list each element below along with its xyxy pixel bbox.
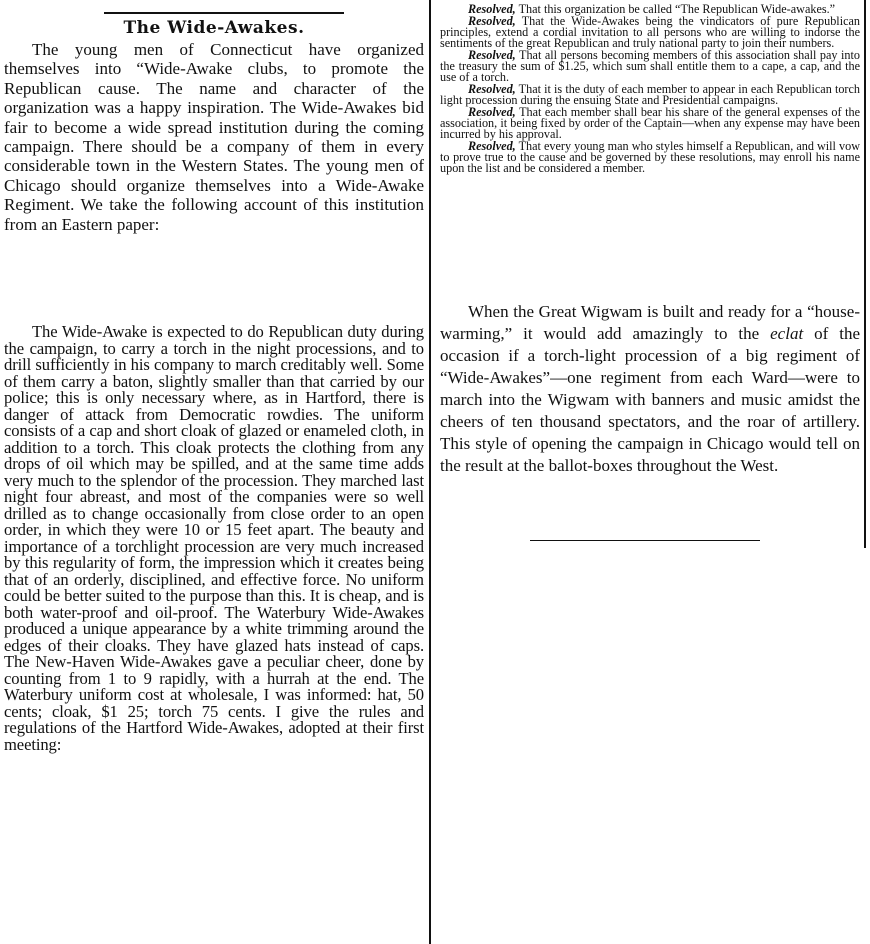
resolution-text: That the Wide-Awakes being the vindicators of pure Republican principles, extend a cordial invitation to all persons who are willing to indorse the sentiments of the great Republican and truly national party to join their numbers. xyxy=(440,14,860,50)
resolution-text: That it is the duty of each member to appear in each Republican torch light procession during the ensuing State and Presidential campaigns. xyxy=(440,82,860,107)
resolution-item xyxy=(440,141,860,174)
headline-rule xyxy=(104,12,344,14)
article-headline: The Wide-Awakes. xyxy=(123,18,305,38)
intro-paragraph: The young men of Connecticut have organized themselves into “Wide-Awake clubs, to promote the Republican cause. The name and character of the organization was a happy inspiration. The Wide-Awakes bid fair to become a wide spread institution during the coming campaign. There should be a company of them in every considerable town in the Western States. The young men of Chicago should organize themselves into a Wide-Awake Regiment. We take the following account of this institution from an Eastern paper: xyxy=(4,40,424,234)
resolution-item xyxy=(440,50,860,83)
left-column xyxy=(4,0,424,944)
closing-text-end: of the occasion if a torch-light procession of a big regiment of “Wide-Awakes”—one regiment from each Ward—were to march into the Wigwam with banners and music amidst the cheers of ten thousand spectators, and the roar of artillery. This style of opening the campaign in Chicago would tell on the result at the ballot-boxes throughout the West. xyxy=(440,324,860,475)
closing-italic-word: eclat xyxy=(770,324,804,343)
resolution-label: Resolved, xyxy=(468,2,516,16)
article-end-rule xyxy=(530,540,760,541)
column-divider-left xyxy=(429,0,431,944)
quoted-paragraph: The Wide-Awake is expected to do Republican duty during the campaign, to carry a torch in the night processions, and to drill sufficiently in his company to march creditably well. Some of them carry a baton, slightly smaller than that carried by our police; this is only necessary where, as in Hartford, there is danger of attack from Democratic rowdies. The uniform consists of a cap and short cloak of glazed or enameled cloth, in addition to a torch. This cloak protects the clothing from any drops of oil which may be spilled, and at the same time adds very much to the splendor of the procession. They marched last night four abreast, and most of the companies were so well drilled as to change occasionally from close order to an open order, in which they were 10 or 15 feet apart. The beauty and importance of a torchlight procession are very much increased by this regularity of form, the impression which it creates being that of an orderly, disciplined, and effective force. No uniform could be better suited to the purpose than this. It is cheap, and is both water-proof and oil-proof. The Waterbury Wide-Awakes produced a unique appearance by a white trimming around the edges of their cloaks. They have glazed hats instead of caps. The New-Haven Wide-Awakes gave a peculiar cheer, done by counting from 1 to 9 rapidly, with a hurrah at the end. The Waterbury uniform cost at wholesale, I was informed: hat, 50 cents; cloak, $1 25; torch 75 cents. I give the rules and regulations of the Hartford Wide-Awakes, adopted at their first meeting: xyxy=(4,322,424,754)
resolution-item xyxy=(440,84,860,106)
right-column xyxy=(440,0,860,560)
closing-paragraph xyxy=(440,301,860,477)
resolutions-list xyxy=(440,4,860,175)
resolution-item xyxy=(440,16,860,49)
closing-text-start: When the Great Wigwam is built and ready for a “house-warming,” it would add amazingly to the xyxy=(440,302,860,343)
resolution-label: Resolved, xyxy=(468,82,516,96)
resolution-label: Resolved, xyxy=(468,48,516,62)
resolution-text: That each member shall bear his share of the general expenses of the association, it being fixed by order of the Captain—when any expense may have been incurred by his approval. xyxy=(440,105,860,141)
column-divider-right xyxy=(864,0,866,548)
resolution-label: Resolved, xyxy=(468,139,516,153)
resolution-label: Resolved, xyxy=(468,105,516,119)
resolution-text: That this organization be called “The Republican Wide-awakes.” xyxy=(518,2,836,16)
resolution-label: Resolved, xyxy=(468,14,516,28)
resolution-text: That all persons becoming members of this association shall pay into the treasury the sum of $1.25, which sum shall entitle them to a cape, a cap, and the use of a torch. xyxy=(440,48,860,84)
resolution-text: That every young man who styles himself a Republican, and will vow to prove true to the cause and be governed by these resolutions, may enroll his name upon the list and be considered a member. xyxy=(440,139,860,175)
resolution-item xyxy=(440,107,860,140)
